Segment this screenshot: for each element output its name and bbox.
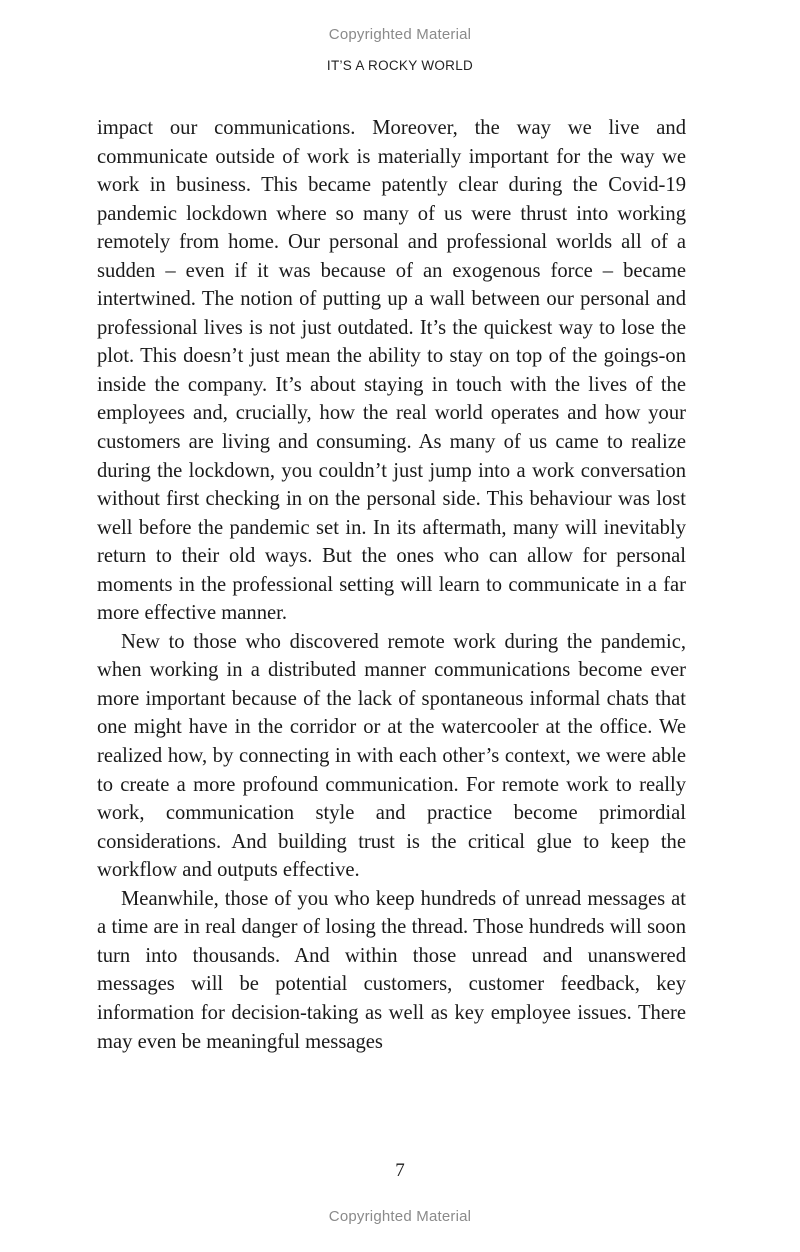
page-number: 7 [395, 1160, 405, 1181]
paragraph-3: Meanwhile, those of you who keep hundreds of unread messages at a time are in real danger of losing the thread. Those hundreds will soon turn into thousands. And within those unread and unanswered messages will be potential customers, customer feedback, key information for decision-taking as well as key employee issues. There may even be meaningful messages [97, 887, 686, 1053]
paragraph-2: New to those who discovered remote work during the pandemic, when working in a distributed manner communications become ever more important because of the lack of spontaneous informal chats that one might have in the corridor or at the watercooler at the office. We realized how, by connecting in with each other’s context, we were able to create a more profound communication. For remote work to really work, communication style and practice become primordial considerations. And building trust is the critical glue to keep the workflow and outputs effective. [97, 630, 686, 882]
copyright-watermark-bottom: Copyrighted Material [328, 1208, 472, 1225]
running-head: IT’S A ROCKY WORLD [326, 58, 474, 73]
body-text [97, 114, 686, 1056]
paragraph-1: impact our communications. Moreover, the way we live and communicate outside of work is materially important for the way we work in business. This became patently clear during the Covid-19 pandemic lockdown where so many of us were thrust into working remotely from home. Our personal and professional worlds all of a sudden – even if it was because of an exogenous force – became intertwined. The notion of putting up a wall between our personal and professional lives is not just outdated. It’s the quickest way to lose the plot. This doesn’t just mean the ability to stay on top of the goings-on inside the company. It’s about staying in touch with the lives of the employees and, crucially, how the real world operates and how your customers are living and consuming. As many of us came to realize during the lockdown, you couldn’t just jump into a work conversation without first checking in on the personal side. This behaviour was lost well before the pandemic set in. In its aftermath, many will inevitably return to their old ways. But the ones who can allow for personal moments in the professional setting will learn to communicate in a far more effective manner. [97, 117, 686, 625]
copyright-watermark-top: Copyrighted Material [328, 26, 472, 43]
